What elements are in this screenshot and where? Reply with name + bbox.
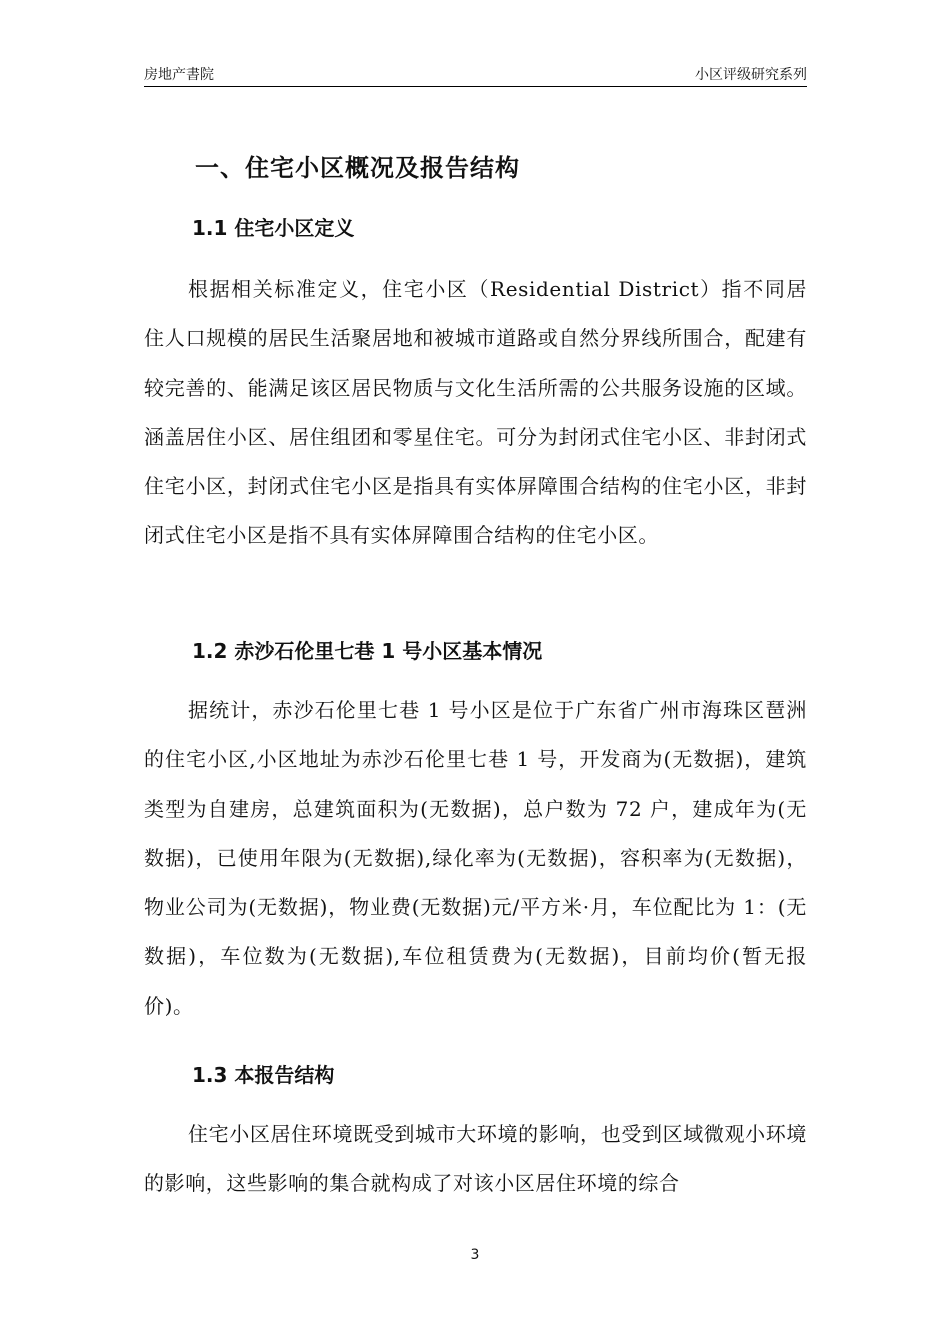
subsection-heading-1-1: 1.1 住宅小区定义 bbox=[192, 216, 355, 240]
page-number: 3 bbox=[470, 1247, 480, 1263]
header-right-title: 小区评级研究系列 bbox=[695, 67, 807, 83]
paragraph-report-structure: 住宅小区居住环境既受到城市大环境的影响，也受到区域微观小环境的影响，这些影响的集合就构成了对该小区居住环境的综合 bbox=[144, 1122, 807, 1196]
paragraph-definition: 根据相关标准定义，住宅小区（Residential District）指不同居住人口规模的居民生活聚居地和被城市道路或自然分界线所围合，配建有较完善的、能满足该区居民物质与文化生活所需的公共服务设施的区域。涵盖居住小区、居住组团和零星住宅。可分为封闭式住宅小区、非封闭式住宅小区，封闭式住宅小区是指具有实体屏障围合结构的住宅小区，非封闭式住宅小区是指不具有实体屏障围合结构的住宅小区。 bbox=[144, 277, 807, 548]
header-left-title: 房地产書院 bbox=[144, 67, 214, 83]
page-header bbox=[144, 62, 807, 87]
subsection-heading-1-2: 1.2 赤沙石伦里七巷 1 号小区基本情况 bbox=[192, 639, 543, 663]
section-title: 一、住宅小区概况及报告结构 bbox=[195, 154, 520, 182]
paragraph-basic-info: 据统计，赤沙石伦里七巷 1 号小区是位于广东省广州市海珠区琶洲的住宅小区,小区地址为赤沙石伦里七巷 1 号，开发商为(无数据)，建筑类型为自建房，总建筑面积为(无数据)，总户数为 72 户，建成年为(无数据)，已使用年限为(无数据),绿化率为(无数据)，容积率为(无数据)，物业公司为(无数据)，物业费(无数据)元/平方米·月，车位配比为 1：(无数据)，车位数为(无数据),车位租赁费为(无数据)，目前均价(暂无报价)。 bbox=[144, 698, 807, 1018]
subsection-heading-1-3: 1.3 本报告结构 bbox=[192, 1063, 335, 1087]
